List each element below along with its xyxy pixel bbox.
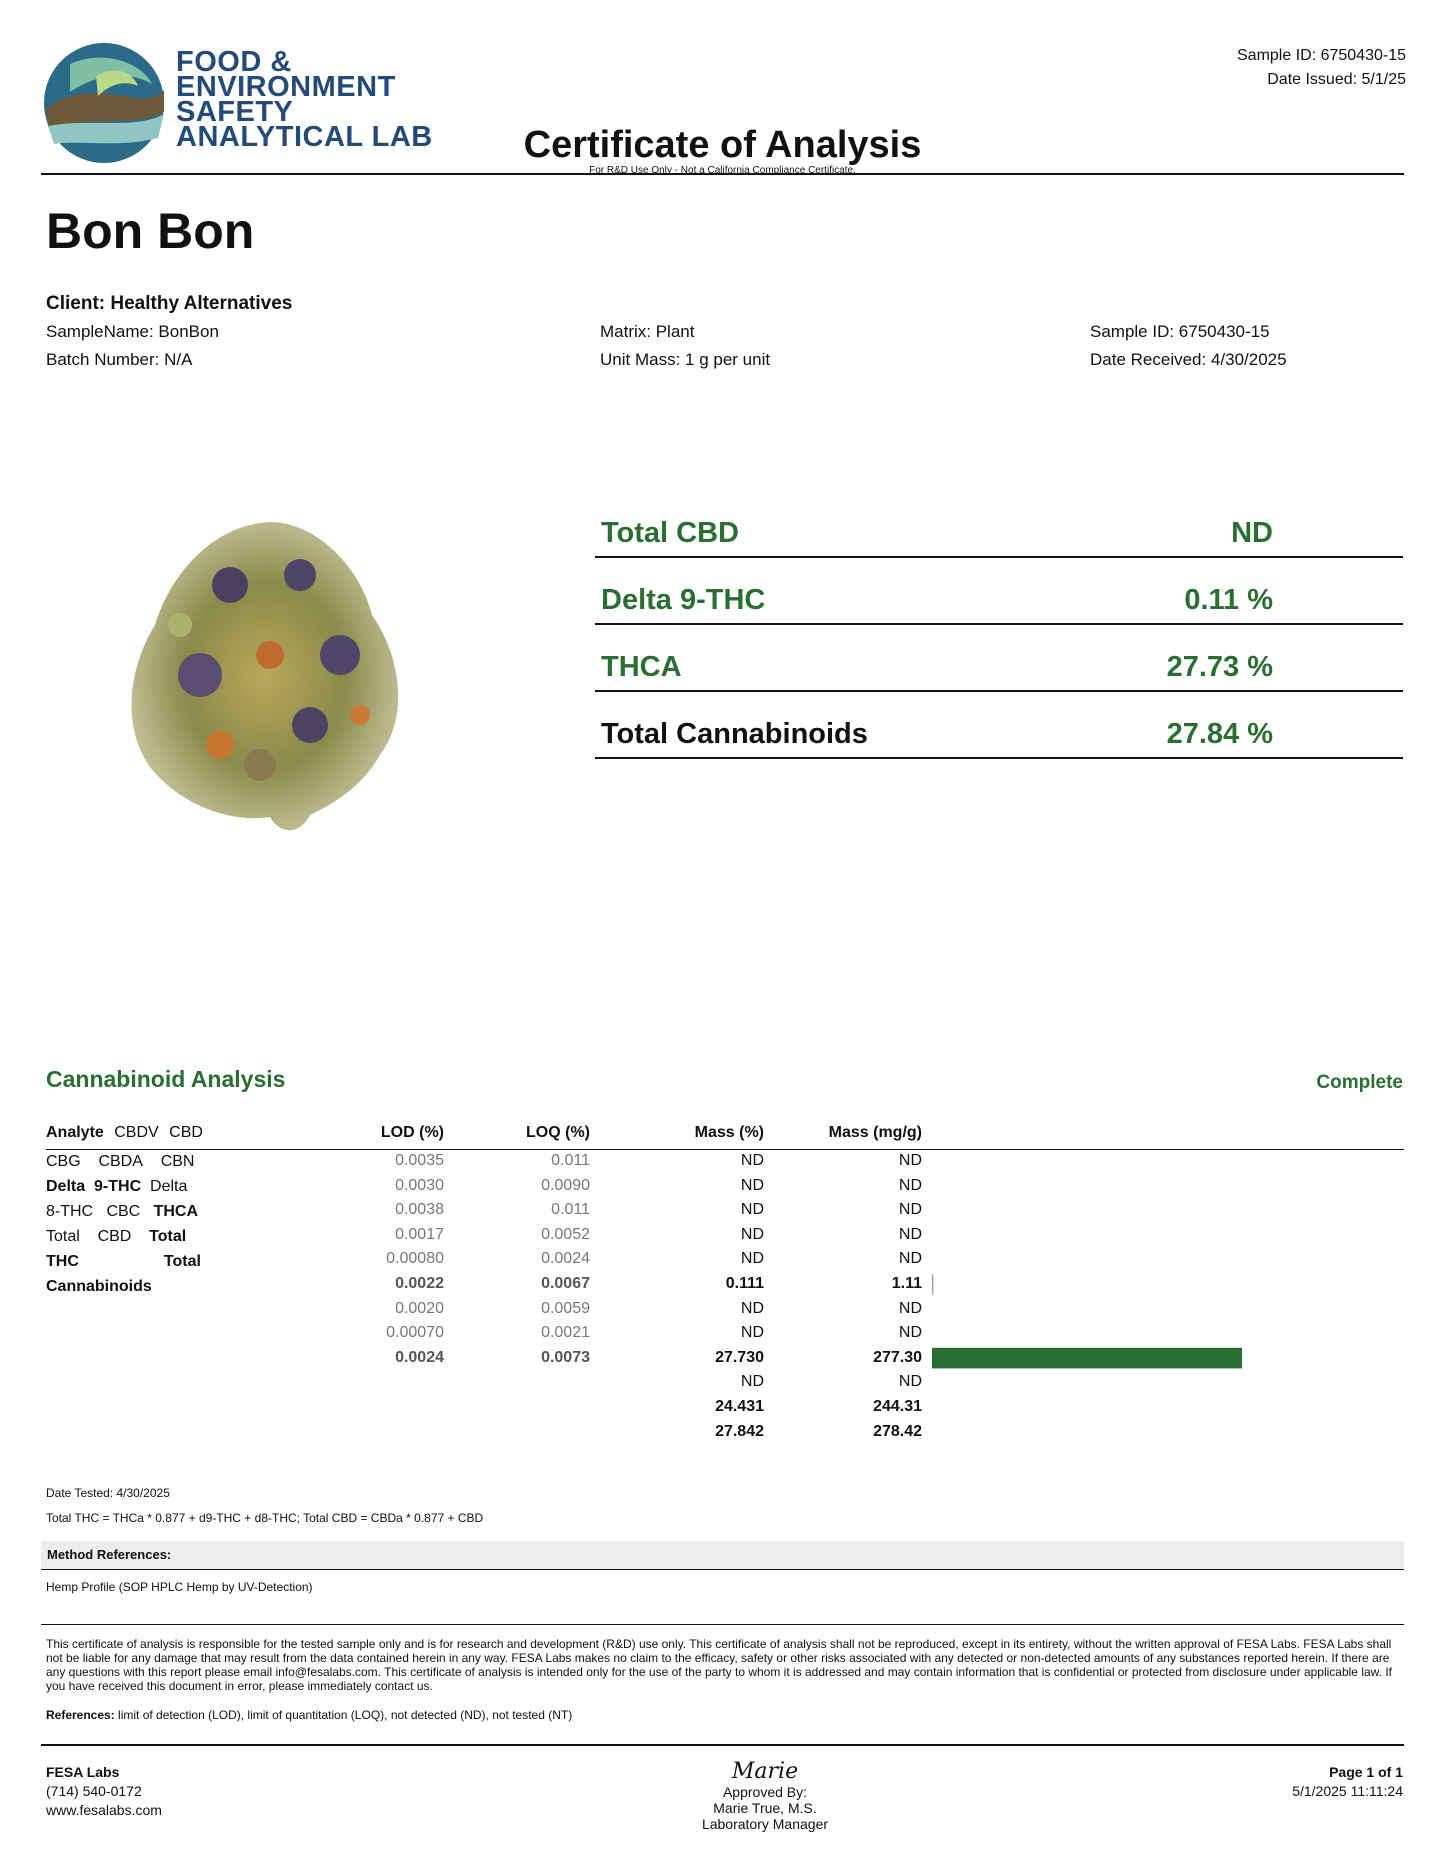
table-cell: ND: [898, 1373, 922, 1391]
footer-timestamp: 5/1/2025 11:11:24: [1292, 1783, 1403, 1799]
product-name: Bon Bon: [46, 203, 255, 259]
footer-phone: (714) 540-0172: [46, 1783, 142, 1799]
mass-bar-chart: [930, 1149, 1250, 1449]
analyte-line: THC Total: [46, 1253, 201, 1270]
table-cell: 0.0059: [541, 1299, 590, 1317]
analyte-names: [46, 1149, 201, 1299]
table-cell: 0.0020: [395, 1299, 444, 1317]
product-photo: [110, 505, 430, 845]
summary-row-total-cannabinoids: [595, 691, 1403, 759]
page-number: Page 1 of 1: [1329, 1764, 1403, 1780]
table-cell: 0.0038: [395, 1201, 444, 1219]
client-name: Client: Healthy Alternatives: [46, 293, 293, 314]
table-cell: 244.31: [873, 1397, 922, 1415]
total-formula: Total THC = THCa * 0.877 + d9-THC + d8-THC; Total CBD = CBDa * 0.877 + CBD: [46, 1511, 484, 1525]
disclaimer-text: This certificate of analysis is responsible for the tested sample only and is for research and development (R&D) use only. This certificate of analysis shall not be reproduced, except in its entirety, without the written approval of FESA Labs. FESA Labs shall not be liable for any damage that may result from the data contained herein in any way. FESA Labs makes no claim to the efficacy, safety or other risks associated with any detected or non-detected amounts of any substances reported herein. If there are any questions with this report please email info@fesalabs.com. This certificate of analysis is intended only for the use of the party to whom it is addressed and may contain information that is confidential or protected from disclosure under applicable law. If you have received this document in error, please immediately contact us.: [46, 1637, 1392, 1693]
table-cell: 0.0024: [541, 1250, 590, 1268]
table-cell: 0.0073: [541, 1348, 590, 1366]
analyte-line: 8-THC CBC THCA: [46, 1203, 199, 1220]
col-header-mass-pct: Mass (%): [694, 1124, 764, 1141]
product-info-right: [1090, 318, 1287, 374]
summary-row-total-cbd: [595, 490, 1403, 558]
approver-signature: Marie: [731, 1759, 799, 1784]
analyte-line: Cannabinoids: [46, 1278, 152, 1295]
method-references-title: Method References:: [47, 1547, 172, 1562]
document-title: Certificate of Analysis: [523, 124, 922, 166]
header-date-issued: Date Issued: 5/1/25: [1267, 71, 1406, 88]
date-received: Date Received: 4/30/2025: [1090, 350, 1287, 369]
table-cell: ND: [740, 1176, 764, 1194]
analysis-status: Complete: [1316, 1072, 1403, 1093]
lab-logo-text: FOOD & ENVIRONMENT SAFETY ANALYTICAL LAB: [176, 46, 433, 153]
table-cell: ND: [740, 1373, 764, 1391]
table-cell: ND: [898, 1225, 922, 1243]
table-cell: 24.431: [715, 1397, 764, 1415]
summary-label: THCA: [601, 651, 682, 683]
summary-row-delta9-thc: [595, 557, 1403, 625]
sample-name: SampleName: BonBon: [46, 322, 219, 341]
table-cell: ND: [898, 1201, 922, 1219]
table-cell: 0.0021: [541, 1324, 590, 1342]
table-cell: ND: [898, 1152, 922, 1169]
col-header-loq: LOQ (%): [526, 1124, 590, 1141]
disclaimer-divider: [41, 1624, 1404, 1625]
col-header-analyte: Analyte CBDV CBD: [46, 1124, 203, 1141]
table-cell: ND: [740, 1324, 764, 1342]
lod-column: [340, 1149, 444, 1370]
table-cell: ND: [898, 1299, 922, 1317]
mass-bar: [932, 1274, 933, 1295]
table-cell: ND: [740, 1152, 764, 1169]
mass-mg-column: [780, 1149, 922, 1444]
references-line: References: limit of detection (LOD), limit of quantitation (LOQ), not detected (ND), not tested (NT): [46, 1708, 573, 1722]
analyte-line: CBG CBDA CBN: [46, 1153, 195, 1170]
table-cell: 0.0022: [395, 1274, 444, 1292]
batch-number: Batch Number: N/A: [46, 350, 193, 369]
table-cell: ND: [740, 1225, 764, 1243]
table-cell: 0.0024: [395, 1348, 444, 1366]
footer-website: www.fesalabs.com: [46, 1802, 162, 1818]
table-cell: 1.11: [891, 1274, 922, 1292]
analyte-line: Total CBD Total: [46, 1228, 187, 1245]
summary-label: Total CBD: [601, 517, 740, 549]
table-cell: 0.011: [551, 1201, 590, 1219]
product-info-left: [46, 318, 219, 374]
unit-mass: Unit Mass: 1 g per unit: [600, 350, 771, 369]
summary-value: 0.11 %: [1184, 584, 1273, 616]
table-cell: ND: [740, 1299, 764, 1317]
summary-label: Total Cannabinoids: [601, 718, 868, 750]
table-cell: 0.111: [725, 1274, 764, 1292]
approver-title: Laboratory Manager: [701, 1816, 829, 1832]
table-cell: 0.0090: [541, 1176, 590, 1194]
summary-row-thca: [595, 624, 1403, 692]
table-cell: 0.00070: [386, 1324, 444, 1342]
table-cell: 0.0052: [541, 1225, 590, 1243]
product-sample-id: Sample ID: 6750430-15: [1090, 322, 1270, 341]
table-cell: 0.0017: [395, 1225, 444, 1243]
table-cell: 0.0067: [541, 1274, 590, 1292]
approved-by-label: Approved By:: [722, 1784, 808, 1800]
summary-value: ND: [1231, 517, 1273, 549]
analyte-line: Delta 9-THC Delta: [46, 1178, 188, 1195]
summary-value: 27.84 %: [1166, 718, 1273, 750]
matrix: Matrix: Plant: [600, 322, 695, 341]
document-subtitle: For R&D Use Only - Not a California Compliance Certificate.: [589, 165, 856, 176]
table-cell: ND: [898, 1176, 922, 1194]
footer-divider: [41, 1744, 1404, 1746]
table-cell: 0.0035: [395, 1152, 444, 1169]
method-reference: Hemp Profile (SOP HPLC Hemp by UV-Detection): [46, 1580, 313, 1594]
analysis-title: Cannabinoid Analysis: [46, 1066, 286, 1092]
table-cell: 0.00080: [386, 1250, 444, 1268]
table-cell: ND: [898, 1250, 922, 1268]
table-cell: 0.0030: [395, 1176, 444, 1194]
table-cell: ND: [898, 1324, 922, 1342]
header-divider: [41, 173, 1404, 175]
col-header-mass-mg: Mass (mg/g): [828, 1124, 922, 1141]
footer-company: FESA Labs: [46, 1764, 120, 1780]
table-cell: 278.42: [873, 1422, 922, 1440]
header-sample-id: Sample ID: 6750430-15: [1237, 47, 1406, 64]
col-header-lod: LOD (%): [380, 1124, 444, 1141]
approver-name: Marie True, M.S.: [713, 1800, 817, 1816]
mass-bar: [932, 1348, 1242, 1369]
summary-label: Delta 9-THC: [601, 584, 766, 616]
table-cell: ND: [740, 1201, 764, 1219]
table-cell: 27.842: [715, 1422, 764, 1440]
table-cell: 27.730: [715, 1348, 764, 1366]
header-meta: [1237, 44, 1406, 92]
product-info-middle: [600, 318, 770, 374]
table-cell: 277.30: [873, 1348, 922, 1366]
date-tested: Date Tested: 4/30/2025: [46, 1486, 170, 1500]
table-cell: ND: [740, 1250, 764, 1268]
table-cell: 0.011: [551, 1152, 590, 1169]
loq-column: [486, 1149, 590, 1370]
footer-right: [1292, 1763, 1403, 1801]
footer-left: [46, 1763, 162, 1820]
method-references-bar: [41, 1541, 1404, 1570]
summary-value: 27.73 %: [1166, 651, 1273, 683]
mass-pct-column: [660, 1149, 764, 1444]
footer-approval: [640, 1760, 890, 1832]
